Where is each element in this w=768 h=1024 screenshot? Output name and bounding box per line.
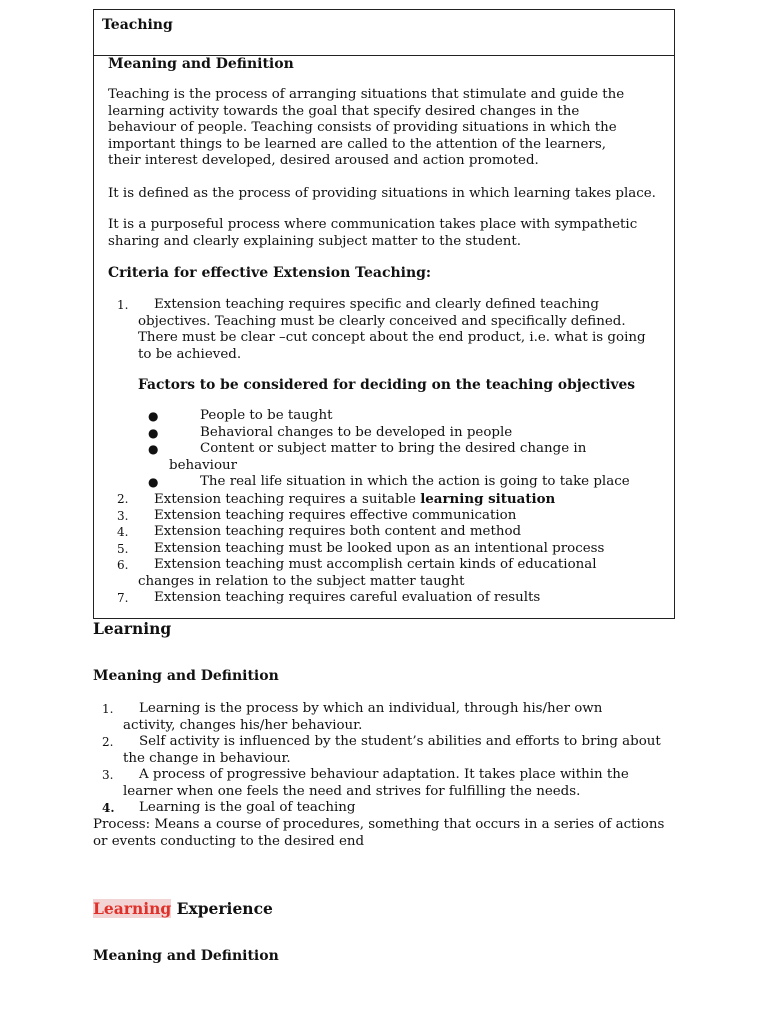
criteria-item-3: 3. Extension teaching requires effective communication [117, 508, 517, 523]
factor-item-2: ● Behavioral changes to be developed in people [148, 425, 513, 440]
teaching-title: Teaching [102, 17, 173, 33]
factor-item-3: ● Content or subject matter to bring the desired change in behaviour [148, 441, 587, 473]
learning-item-3: 3. A process of progressive behaviour adaptation. It takes place within the learner when one feels the need and strives for fulfilling the needs. [102, 767, 629, 799]
criteria-item-1-text: Extension teaching requires specific and clearly defined teaching objectives. Teaching must be clearly conceived and specifically defined. There must be clear –cut concept about the end product, i.e. what is going to be achieved. [138, 297, 646, 362]
criteria-item-2-text: Extension teaching requires a suitable [154, 492, 416, 507]
bullet-icon: ● [148, 475, 159, 489]
criteria-item-1-number: 1. [117, 298, 129, 312]
criteria-item-2 [117, 491, 654, 509]
learning-process-definition: Process: Means a course of procedures, something that occurs in a series of actions or events conducting to the desired end [93, 817, 665, 849]
criteria-heading: Criteria for effective Extension Teaching: [108, 265, 432, 281]
criteria-item-6: 6. Extension teaching must accomplish certain kinds of educational changes in relation to the subject matter taught [117, 557, 597, 589]
teaching-table [93, 9, 675, 619]
learning-item-4: 4. Learning is the goal of teaching [102, 800, 356, 815]
factor-item-1: ● People to be taught [148, 408, 333, 423]
teaching-para-1: Teaching is the process of arranging situations that stimulate and guide the learning activity towards the goal that specify desired changes in the behaviour of people. Teaching consists of providing situations in which the important things to be learned are called to the attention of the learners, their interest developed, desired aroused and action promoted. [108, 87, 625, 169]
factor-item-4: ● The real life situation in which the action is going to take place [148, 474, 630, 489]
teaching-heading: Meaning and Definition [108, 56, 294, 72]
teaching-para-2: It is defined as the process of providing situations in which learning takes place. [108, 186, 656, 201]
learning-experience-title [93, 899, 273, 918]
bullet-icon: ● [148, 426, 159, 440]
learning-item-1: 1. Learning is the process by which an individual, through his/her own activity, changes his/her behaviour. [102, 701, 603, 733]
bullet-icon: ● [148, 409, 159, 423]
bullet-icon: ● [148, 442, 159, 456]
factors-heading: Factors to be considered for deciding on the teaching objectives [138, 377, 636, 393]
learning-experience-title-rest: Experience [176, 899, 273, 918]
learning-heading: Meaning and Definition [93, 668, 279, 684]
criteria-item-2-number: 2. [117, 492, 129, 506]
learning-item-2: 2. Self activity is influenced by the student’s abilities and efforts to bring about the change in behaviour. [102, 734, 661, 766]
learning-experience-title-highlight: Learning [93, 899, 172, 918]
criteria-item-7: 7. Extension teaching requires careful evaluation of results [117, 590, 541, 605]
criteria-item-2-bold: learning situation [420, 491, 556, 507]
learning-title: Learning [93, 619, 172, 638]
teaching-title-cell [94, 10, 674, 56]
teaching-para-3: It is a purposeful process where communication takes place with sympathetic sharing and clearly explaining subject matter to the student. [108, 217, 638, 249]
learning-experience-heading: Meaning and Definition [93, 948, 279, 964]
criteria-item-1 [117, 297, 648, 363]
criteria-item-5: 5. Extension teaching must be looked upon as an intentional process [117, 541, 605, 556]
criteria-item-4: 4. Extension teaching requires both content and method [117, 524, 522, 539]
